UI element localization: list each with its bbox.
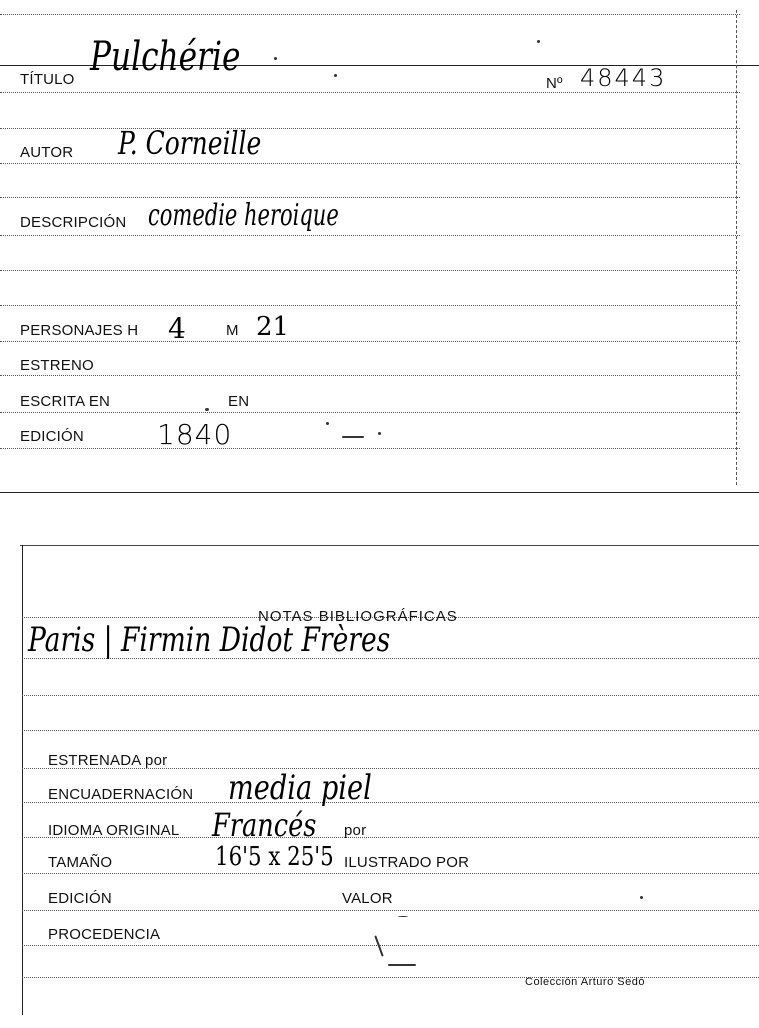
- idioma-value: Francés: [212, 806, 317, 844]
- ink-speck: [334, 74, 337, 77]
- collection-footer: Colección Arturo Sedó: [525, 976, 645, 988]
- personajes-h-value: 4: [168, 312, 186, 345]
- ruled-line: [0, 448, 740, 449]
- notas-heading: NOTAS BIBLIOGRÁFICAS: [258, 608, 458, 625]
- ilustrado-label: ILUSTRADO POR: [344, 854, 470, 871]
- ruled-line: [0, 270, 740, 271]
- numero-value: 48443: [580, 64, 667, 92]
- ruled-line: [0, 92, 740, 93]
- card-top-edge: [0, 14, 740, 15]
- ruled-line: [0, 128, 740, 129]
- notas-value: Paris | Firmin Didot Frères: [28, 620, 391, 660]
- ink-speck: [537, 40, 540, 43]
- autor-label: AUTOR: [20, 144, 74, 161]
- ruled-line: [0, 375, 740, 376]
- edicion-label: EDICIÓN: [20, 428, 84, 445]
- encuadernacion-value: media piel: [228, 768, 372, 808]
- ruled-line: [22, 873, 759, 874]
- descripcion-value: comedie heroique: [148, 198, 339, 233]
- ruled-line: [22, 910, 759, 911]
- personajes-m-label: M: [226, 322, 239, 339]
- ruled-line: [22, 977, 759, 978]
- ruled-line: [0, 163, 740, 164]
- edicion-label: EDICIÓN: [48, 890, 112, 907]
- catalog-card-front: [0, 0, 759, 495]
- personajes-m-value: 21: [256, 312, 290, 342]
- numero-label: Nº: [546, 75, 563, 92]
- encuadernacion-label: ENCUADERNACIÓN: [48, 786, 194, 803]
- ruled-line: [22, 695, 759, 696]
- titulo-label: TÍTULO: [20, 71, 75, 88]
- procedencia-label: PROCEDENCIA: [48, 926, 161, 943]
- ink-stroke: [388, 964, 416, 966]
- ruled-line: [22, 945, 759, 946]
- card-right-edge: [736, 10, 737, 485]
- idioma-label: IDIOMA ORIGINAL: [48, 822, 180, 839]
- ruled-line: [0, 197, 740, 198]
- titulo-value: Pulchérie: [90, 34, 241, 80]
- idioma-por-label: por: [344, 822, 367, 839]
- ink-stroke: [342, 436, 364, 438]
- ink-speck: [274, 57, 277, 60]
- ink-speck: [640, 896, 643, 899]
- ink-speck: [398, 916, 408, 917]
- valor-label: VALOR: [342, 890, 393, 907]
- ink-speck: [326, 422, 329, 425]
- card-bottom-edge: [0, 492, 759, 493]
- personajes-label: PERSONAJES H: [20, 322, 139, 339]
- ink-speck: [378, 432, 381, 435]
- ruled-line: [0, 235, 740, 236]
- autor-value: P. Corneille: [118, 124, 262, 162]
- ruled-line: [22, 730, 759, 731]
- ink-stroke: [374, 935, 383, 956]
- estrenada-label: ESTRENADA por: [48, 752, 168, 769]
- ink-speck: [205, 408, 209, 411]
- edicion-value: 1840: [157, 418, 233, 451]
- catalog-card-back: [0, 540, 759, 1028]
- ruled-line: [0, 305, 740, 306]
- tamano-label: TAMAÑO: [48, 854, 113, 871]
- card-top-edge: [20, 545, 759, 546]
- escrita-en-label: ESCRITA EN: [20, 393, 111, 410]
- estreno-label: ESTRENO: [20, 357, 94, 374]
- ruled-line: [0, 412, 740, 413]
- tamano-value: 16'5 x 25'5: [215, 842, 334, 872]
- descripcion-label: DESCRIPCIÓN: [20, 214, 127, 231]
- ruled-line: [0, 341, 740, 342]
- en-label: EN: [228, 393, 250, 410]
